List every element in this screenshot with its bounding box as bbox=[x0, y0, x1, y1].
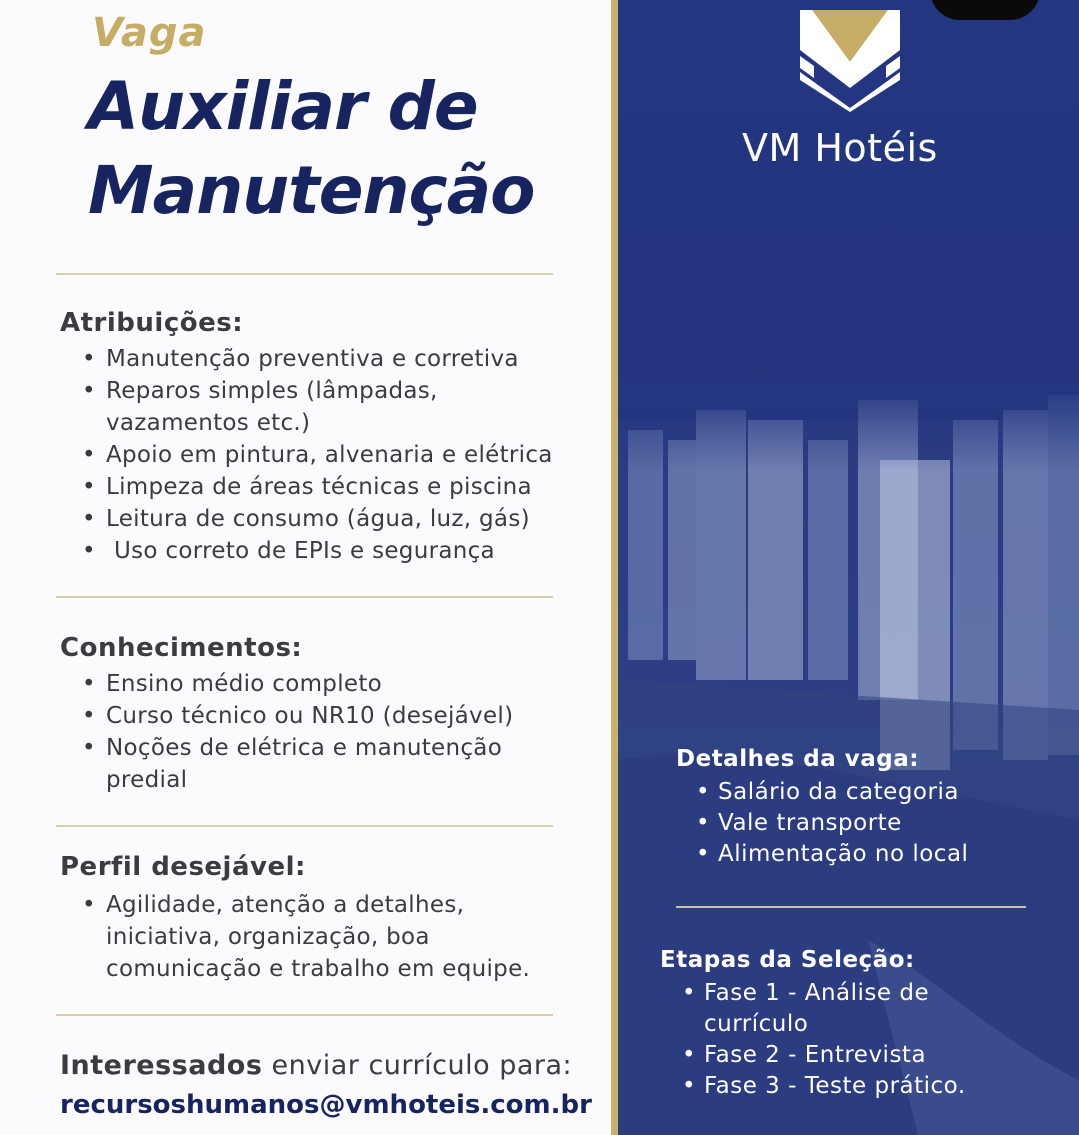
list-item: • Curso técnico ou NR10 (desejável) bbox=[80, 700, 513, 732]
list-item: • Vale transporte bbox=[694, 808, 968, 839]
detalhes-list bbox=[694, 777, 968, 870]
list-item: • Apoio em pintura, alvenaria e elétrica bbox=[80, 439, 553, 471]
gold-stripe bbox=[611, 0, 618, 1135]
divider bbox=[56, 825, 553, 827]
list-item: predial bbox=[106, 767, 188, 793]
divider bbox=[676, 906, 1026, 908]
list-item: vazamentos etc.) bbox=[106, 410, 311, 436]
list-item: comunicação e trabalho em equipe. bbox=[106, 956, 531, 982]
etapas-list bbox=[680, 978, 966, 1102]
contact-lead-bold: Interessados bbox=[60, 1050, 263, 1081]
perfil-title: Perfil desejável: bbox=[60, 852, 306, 882]
list-item: iniciativa, organização, boa bbox=[106, 924, 430, 950]
list-item: • Fase 3 - Teste prático. bbox=[680, 1071, 966, 1102]
list-item: • Reparos simples (lâmpadas, bbox=[80, 375, 553, 407]
list-item: • Leitura de consumo (água, luz, gás) bbox=[80, 503, 553, 535]
list-item: • Alimentação no local bbox=[694, 839, 968, 870]
list-item: • Fase 2 - Entrevista bbox=[680, 1040, 966, 1071]
divider bbox=[56, 273, 553, 275]
etapas-title: Etapas da Seleção: bbox=[660, 947, 915, 973]
atribuicoes-list bbox=[80, 343, 553, 567]
list-item: • Manutenção preventiva e corretiva bbox=[80, 343, 553, 375]
vaga-label: Vaga bbox=[92, 10, 207, 56]
list-item: • Uso correto de EPIs e segurança bbox=[80, 535, 553, 567]
job-title-line-2: Manutenção bbox=[88, 152, 535, 229]
detalhes-title: Detalhes da vaga: bbox=[676, 746, 919, 772]
right-panel bbox=[618, 0, 1079, 1135]
vm-logo-icon bbox=[800, 10, 900, 115]
divider bbox=[56, 596, 553, 598]
conhecimentos-list bbox=[80, 668, 513, 796]
atribuicoes-title: Atribuições: bbox=[60, 308, 244, 338]
perfil-list bbox=[80, 889, 530, 985]
list-item: • Salário da categoria bbox=[694, 777, 968, 808]
list-item: • Limpeza de áreas técnicas e piscina bbox=[80, 471, 553, 503]
list-item: • Agilidade, atenção a detalhes, bbox=[80, 889, 530, 921]
list-item: • Fase 1 - Análise de bbox=[680, 978, 966, 1009]
brand-name: VM Hotéis bbox=[742, 126, 938, 170]
job-title-line-1: Auxiliar de bbox=[88, 68, 478, 145]
contact-line bbox=[60, 1050, 572, 1081]
list-item: • Ensino médio completo bbox=[80, 668, 513, 700]
contact-lead-rest: enviar currículo para: bbox=[262, 1050, 573, 1081]
list-item: • Noções de elétrica e manutenção bbox=[80, 732, 513, 764]
list-item: currículo bbox=[704, 1011, 809, 1037]
contact-email[interactable]: recursoshumanos@vmhoteis.com.br bbox=[60, 1090, 592, 1120]
conhecimentos-title: Conhecimentos: bbox=[60, 633, 303, 663]
divider bbox=[56, 1014, 553, 1016]
